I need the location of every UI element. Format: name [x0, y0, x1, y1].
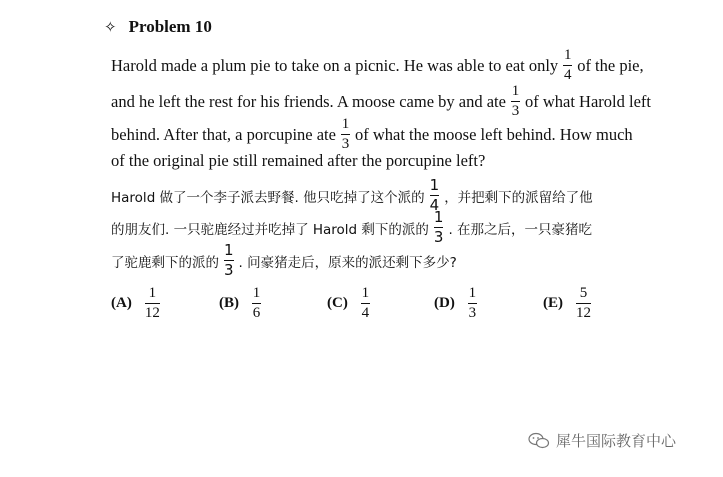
- english-text: of what Harold left: [524, 91, 651, 111]
- chinese-text: 的朋友们. 一只驼鹿经过并吃掉了 Harold 剩下的派的: [111, 221, 429, 238]
- english-line-2: [111, 84, 651, 119]
- chinese-text: 了驼鹿剩下的派的: [111, 254, 219, 271]
- problem-heading: [104, 17, 212, 37]
- english-text: and he left the rest for his friends. A moose came by and ate: [111, 91, 506, 111]
- fraction-one-third: $\frac{1}{3}$: [511, 83, 520, 119]
- english-text: of what the moose left behind. How much: [354, 124, 633, 144]
- english-line-3: [111, 117, 633, 152]
- choice-a[interactable]: (A) $\frac{1}{12}$: [111, 285, 160, 321]
- fraction-one-third: $\frac{1}{3}$: [224, 241, 234, 279]
- wechat-icon: [528, 432, 550, 450]
- diamond-icon: ✧: [104, 19, 117, 36]
- chinese-line-3: [111, 243, 457, 278]
- problem-title: Problem 10: [128, 17, 212, 36]
- english-text: behind. After that, a porcupine ate: [111, 124, 336, 144]
- choice-a-fraction: $\frac{1}{12}$: [144, 285, 160, 321]
- chinese-text: . 在那之后，一只豪猪吃: [448, 221, 593, 238]
- watermark-text: 犀牛国际教育中心: [556, 432, 677, 450]
- fraction-one-third: $\frac{1}{3}$: [341, 116, 350, 152]
- english-line-4: [111, 151, 485, 171]
- choice-d-fraction: $\frac{1}{3}$: [468, 285, 477, 321]
- english-line-1: [111, 48, 644, 83]
- choice-c-fraction: $\frac{1}{4}$: [361, 285, 370, 321]
- chinese-line-1: [111, 178, 593, 213]
- english-text: of the original pie still remained after the porcupine left?: [111, 151, 486, 170]
- chinese-text: Harold 做了一个李子派去野餐. 他只吃掉了这个派的: [111, 189, 425, 206]
- choice-e[interactable]: (E) $\frac{5}{12}$: [543, 285, 591, 321]
- choice-b-fraction: $\frac{1}{6}$: [252, 285, 261, 321]
- chinese-text: . 问豪猪走后，原来的派还剩下多少?: [238, 254, 457, 271]
- fraction-one-quarter: $\frac{1}{4}$: [429, 176, 440, 214]
- english-text: Harold made a plum pie to take on a picnic. He was able to eat only: [111, 55, 559, 75]
- fraction-one-third: $\frac{1}{3}$: [433, 208, 444, 246]
- watermark: [528, 430, 676, 451]
- choice-d[interactable]: (D) $\frac{1}{3}$: [434, 285, 477, 321]
- choice-c[interactable]: (C) $\frac{1}{4}$: [327, 285, 370, 321]
- choice-e-fraction: $\frac{5}{12}$: [576, 285, 591, 321]
- english-text: of the pie,: [577, 55, 644, 75]
- fraction-one-quarter: $\frac{1}{4}$: [563, 47, 572, 83]
- chinese-line-2: [111, 210, 592, 245]
- choice-b[interactable]: (B) $\frac{1}{6}$: [219, 285, 261, 321]
- chinese-text: ，并把剩下的派留给了他: [444, 189, 593, 206]
